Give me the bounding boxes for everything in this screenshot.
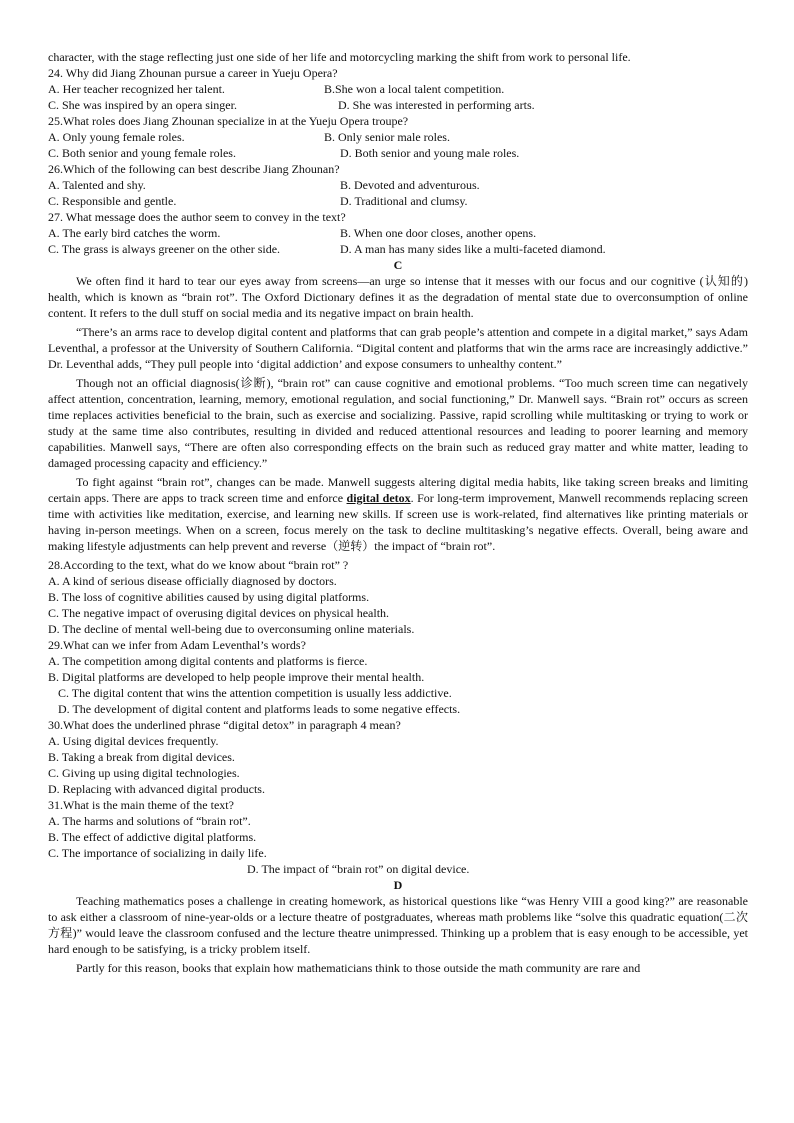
q31-option-a: A. The harms and solutions of “brain rot”.	[48, 814, 251, 828]
q24-options-row-2	[48, 97, 748, 113]
question-26: 26.Which of the following can best describe Jiang Zhounan?	[48, 162, 340, 176]
q31-option-d: D. The impact of “brain rot” on digital device.	[247, 862, 470, 876]
q30-option-a: A. Using digital devices frequently.	[48, 734, 219, 748]
q25-options-row-1	[48, 129, 748, 145]
q27-options-row-2	[48, 241, 748, 257]
underlined-phrase-digital-detox: digital detox	[346, 491, 411, 505]
question-25: 25.What roles does Jiang Zhounan specialize in at the Yueju Opera troupe?	[48, 114, 409, 128]
q25-option-d: D. Both senior and young male roles.	[340, 146, 520, 160]
paragraph-4-text-end: . For long-term improvement, Manwell recommends replacing screen time with activities like meditation, exercise, and learning new skills. If screen use is work-related, find alternatives like printing materials or having in-person meetings. When on a screen, focus merely on the task to decline multitasking’s negative effects. Overall, being aware and making lifestyle adjustments can help prevent and reverse（逆转）the impact of “brain rot”.	[48, 491, 749, 553]
q26-option-a: A. Talented and shy.	[48, 178, 146, 192]
q27-option-d: D. A man has many sides like a multi-faceted diamond.	[340, 242, 606, 256]
q25-option-c: C. Both senior and young female roles.	[48, 146, 236, 160]
q25-option-a: A. Only young female roles.	[48, 130, 185, 144]
question-30: 30.What does the underlined phrase “digital detox” in paragraph 4 mean?	[48, 718, 401, 732]
q27-option-a: A. The early bird catches the worm.	[48, 226, 221, 240]
q26-options-row-2	[48, 193, 748, 209]
exam-page	[48, 49, 748, 976]
q24-option-d: D. She was interested in performing arts.	[338, 98, 535, 112]
q30-option-c: C. Giving up using digital technologies.	[48, 766, 240, 780]
intro-line: character, with the stage reflecting just one side of her life and motorcycling marking the shift from work to personal life.	[48, 50, 631, 64]
section-d-paragraph-2: Partly for this reason, books that explain how mathematicians think to those outside the math community are rare and	[76, 961, 641, 975]
paragraph-4-text-start: To fight against “brain rot”, changes can be made. Manwell suggests altering digital media habits, like taking screen breaks and limiting certain apps. There are apps to track screen time and enforce	[48, 475, 748, 505]
q26-options-row-1	[48, 177, 748, 193]
section-c-paragraph-2: “There’s an arms race to develop digital content and platforms that can grab people’s attention and compete in a digital market,” says Adam Leventhal, a professor at the University of Southern California. “Digital content and platforms that win the arms race are increasingly addictive.” Dr. Leventhal adds, “They pull people into ‘digital addiction’ and expose consumers to unhealthy content.”	[48, 325, 748, 371]
q28-option-b: B. The loss of cognitive abilities caused by using digital platforms.	[48, 590, 370, 604]
q27-option-b: B. When one door closes, another opens.	[340, 226, 537, 240]
q28-option-d: D. The decline of mental well-being due to overconsuming online materials.	[48, 622, 415, 636]
question-29: 29.What can we infer from Adam Leventhal’s words?	[48, 638, 306, 652]
q25-option-b: B. Only senior male roles.	[324, 130, 450, 144]
question-31: 31.What is the main theme of the text?	[48, 798, 234, 812]
section-c-paragraph-3: Though not an official diagnosis(诊断), “brain rot” can cause cognitive and emotional problems. “Too much screen time can negatively affect attention, concentration, learning, memory, emotional regulation, and social functioning,” Dr. Manwell says. “Brain rot” occurs as screen time replaces activities beneficial to the brain, such as exercise and socializing. Passive, rapid scrolling while multitasking or trying to work or study at the same time also contributes, resulting in divided and reduced attentional resources and leading to poorer learning and memory capabilities. Manwell says, “There are often also corresponding effects on the brain such as reduced gray matter and white matter, leading to damaged processing capacity and efficiency.”	[48, 376, 748, 470]
q24-option-c: C. She was inspired by an opera singer.	[48, 98, 237, 112]
q28-option-c: C. The negative impact of overusing digital devices on physical health.	[48, 606, 390, 620]
q26-option-b: B. Devoted and adventurous.	[340, 178, 480, 192]
q31-option-b: B. The effect of addictive digital platforms.	[48, 830, 257, 844]
q26-option-d: D. Traditional and clumsy.	[340, 194, 468, 208]
q24-option-a: A. Her teacher recognized her talent.	[48, 82, 225, 96]
q31-option-c: C. The importance of socializing in daily life.	[48, 846, 267, 860]
q29-option-c: C. The digital content that wins the attention competition is usually less addictive.	[58, 686, 452, 700]
question-24: 24. Why did Jiang Zhounan pursue a career in Yueju Opera?	[48, 66, 338, 80]
section-c-paragraph-1: We often find it hard to tear our eyes away from screens—an urge so intense that it messes with our focus and our cognitive (认知的) health, which is known as “brain rot”. The Oxford Dictionary defines it as the degradation of mental state due to overconsumption of online content. It refers to the dull stuff on social media and its negative impact on brain health.	[48, 274, 748, 320]
section-c-paragraph-4	[48, 474, 748, 554]
q26-option-c: C. Responsible and gentle.	[48, 194, 177, 208]
section-c-heading: C	[393, 258, 403, 272]
q28-option-a: A. A kind of serious disease officially diagnosed by doctors.	[48, 574, 337, 588]
q30-option-d: D. Replacing with advanced digital products.	[48, 782, 265, 796]
section-d-paragraph-1: Teaching mathematics poses a challenge in creating homework, as historical questions like “was Henry VIII a good king?” are reasonable to ask either a classroom of nine-year-olds or a lecture theatre of postgraduates, whereas math problems like “solve this quadratic equation(二次方程)” would leave the classroom confused and the lecture theatre unimpressed. Thinking up a problem that is easy enough to be accessible, yet hard enough to be satisfying, is a tricky problem itself.	[48, 894, 748, 956]
q24-options-row-1	[48, 81, 748, 97]
q30-option-b: B. Taking a break from digital devices.	[48, 750, 235, 764]
q29-option-b: B. Digital platforms are developed to help people improve their mental health.	[48, 670, 425, 684]
q29-option-d: D. The development of digital content and platforms leads to some negative effects.	[58, 702, 461, 716]
section-d-heading: D	[393, 878, 403, 892]
question-28: 28.According to the text, what do we know about “brain rot” ?	[48, 558, 349, 572]
q27-options-row-1	[48, 225, 748, 241]
q25-options-row-2	[48, 145, 748, 161]
q27-option-c: C. The grass is always greener on the other side.	[48, 242, 281, 256]
q24-option-b: B.She won a local talent competition.	[324, 82, 505, 96]
q29-option-a: A. The competition among digital contents and platforms is fierce.	[48, 654, 368, 668]
question-27: 27. What message does the author seem to convey in the text?	[48, 210, 346, 224]
